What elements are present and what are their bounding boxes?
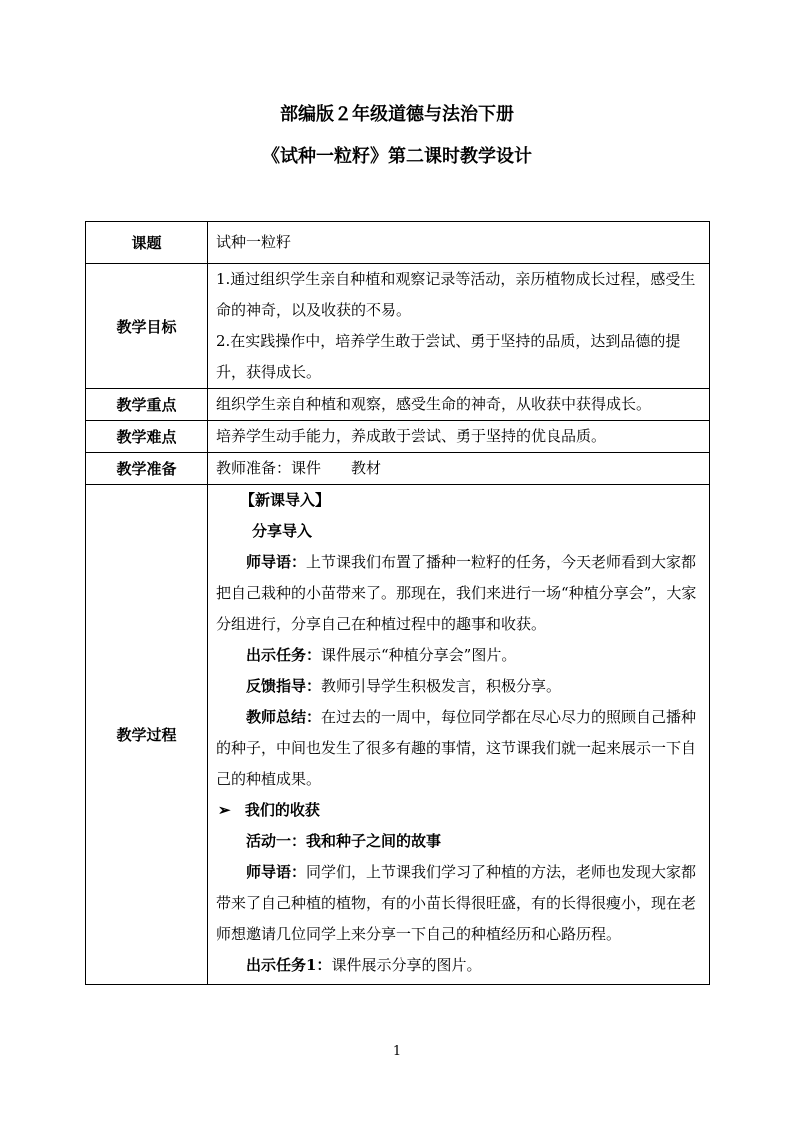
para-teacher-intro-2: 师导语：同学们，上节课我们学习了种植的方法，老师也发现大家都带来了自己种植的植物，有的小苗长得很旺盛，有的长得很瘦小，现在老师想邀请几位同学上来分享一下自己的种植经历和心路历程。 <box>216 863 697 943</box>
para-task: 出示任务：课件展示“种植分享会”图片。 <box>246 646 517 664</box>
label-goals: 教学目标 <box>86 264 208 389</box>
value-prep: 教师准备：课件 教材 <box>216 459 382 477</box>
value-difficulty: 培养学生动手能力，养成敢于尝试、勇于坚持的优良品质。 <box>216 427 607 445</box>
row-key <box>86 389 710 421</box>
row-topic <box>86 222 710 264</box>
activity-one-title: 活动一：我和种子之间的故事 <box>246 832 442 850</box>
para-task-1: 出示任务1：课件展示分享的图片。 <box>246 956 482 974</box>
label-key: 教学重点 <box>86 389 208 421</box>
row-process <box>86 485 710 985</box>
document-subtitle: 《试种一粒籽》第二课时教学设计 <box>262 146 532 167</box>
value-topic: 试种一粒籽 <box>216 233 292 251</box>
row-prep <box>86 453 710 485</box>
value-key: 组织学生亲自种植和观察，感受生命的神奇，从收获中获得成长。 <box>216 395 652 413</box>
para-teacher-intro: 师导语：上节课我们布置了播种一粒籽的任务，今天老师看到大家都把自己栽种的小苗带来了。那现在，我们来进行一场“种植分享会”，大家分组进行，分享自己在种植过程中的趣事和收获。 <box>216 553 697 633</box>
sub-share-intro: 分享导入 <box>252 522 313 540</box>
document-title: 部编版２年级道德与法治下册 <box>280 104 514 125</box>
section-harvest: ➢ 我们的收获 <box>218 801 320 819</box>
section-new-lesson: 【新课导入】 <box>240 491 331 509</box>
label-process: 教学过程 <box>86 485 208 985</box>
para-summary: 教师总结：在过去的一周中，每位同学都在尽心尽力的照顾自己播种的种子，中间也发生了很多有趣的事情，这节课我们就一起来展示一下自己的种植成果。 <box>216 708 697 788</box>
row-difficulty <box>86 421 710 453</box>
label-prep: 教学准备 <box>86 453 208 485</box>
page-number: 1 <box>392 1044 402 1059</box>
lesson-plan-table <box>85 221 710 985</box>
label-difficulty: 教学难点 <box>86 421 208 453</box>
label-topic: 课题 <box>86 222 208 264</box>
para-feedback: 反馈指导：教师引导学生积极发言，积极分享。 <box>246 677 562 695</box>
goal-item-1: 1.通过组织学生亲自种植和观察记录等活动，亲历植物成长过程，感受生命的神奇，以及收获的不易。 <box>216 270 696 319</box>
row-goals <box>86 264 710 389</box>
arrow-bullet-icon: ➢ <box>218 801 231 819</box>
goal-item-2: 2.在实践操作中，培养学生敢于尝试、勇于坚持的品质，达到品德的提升，获得成长。 <box>216 332 681 381</box>
